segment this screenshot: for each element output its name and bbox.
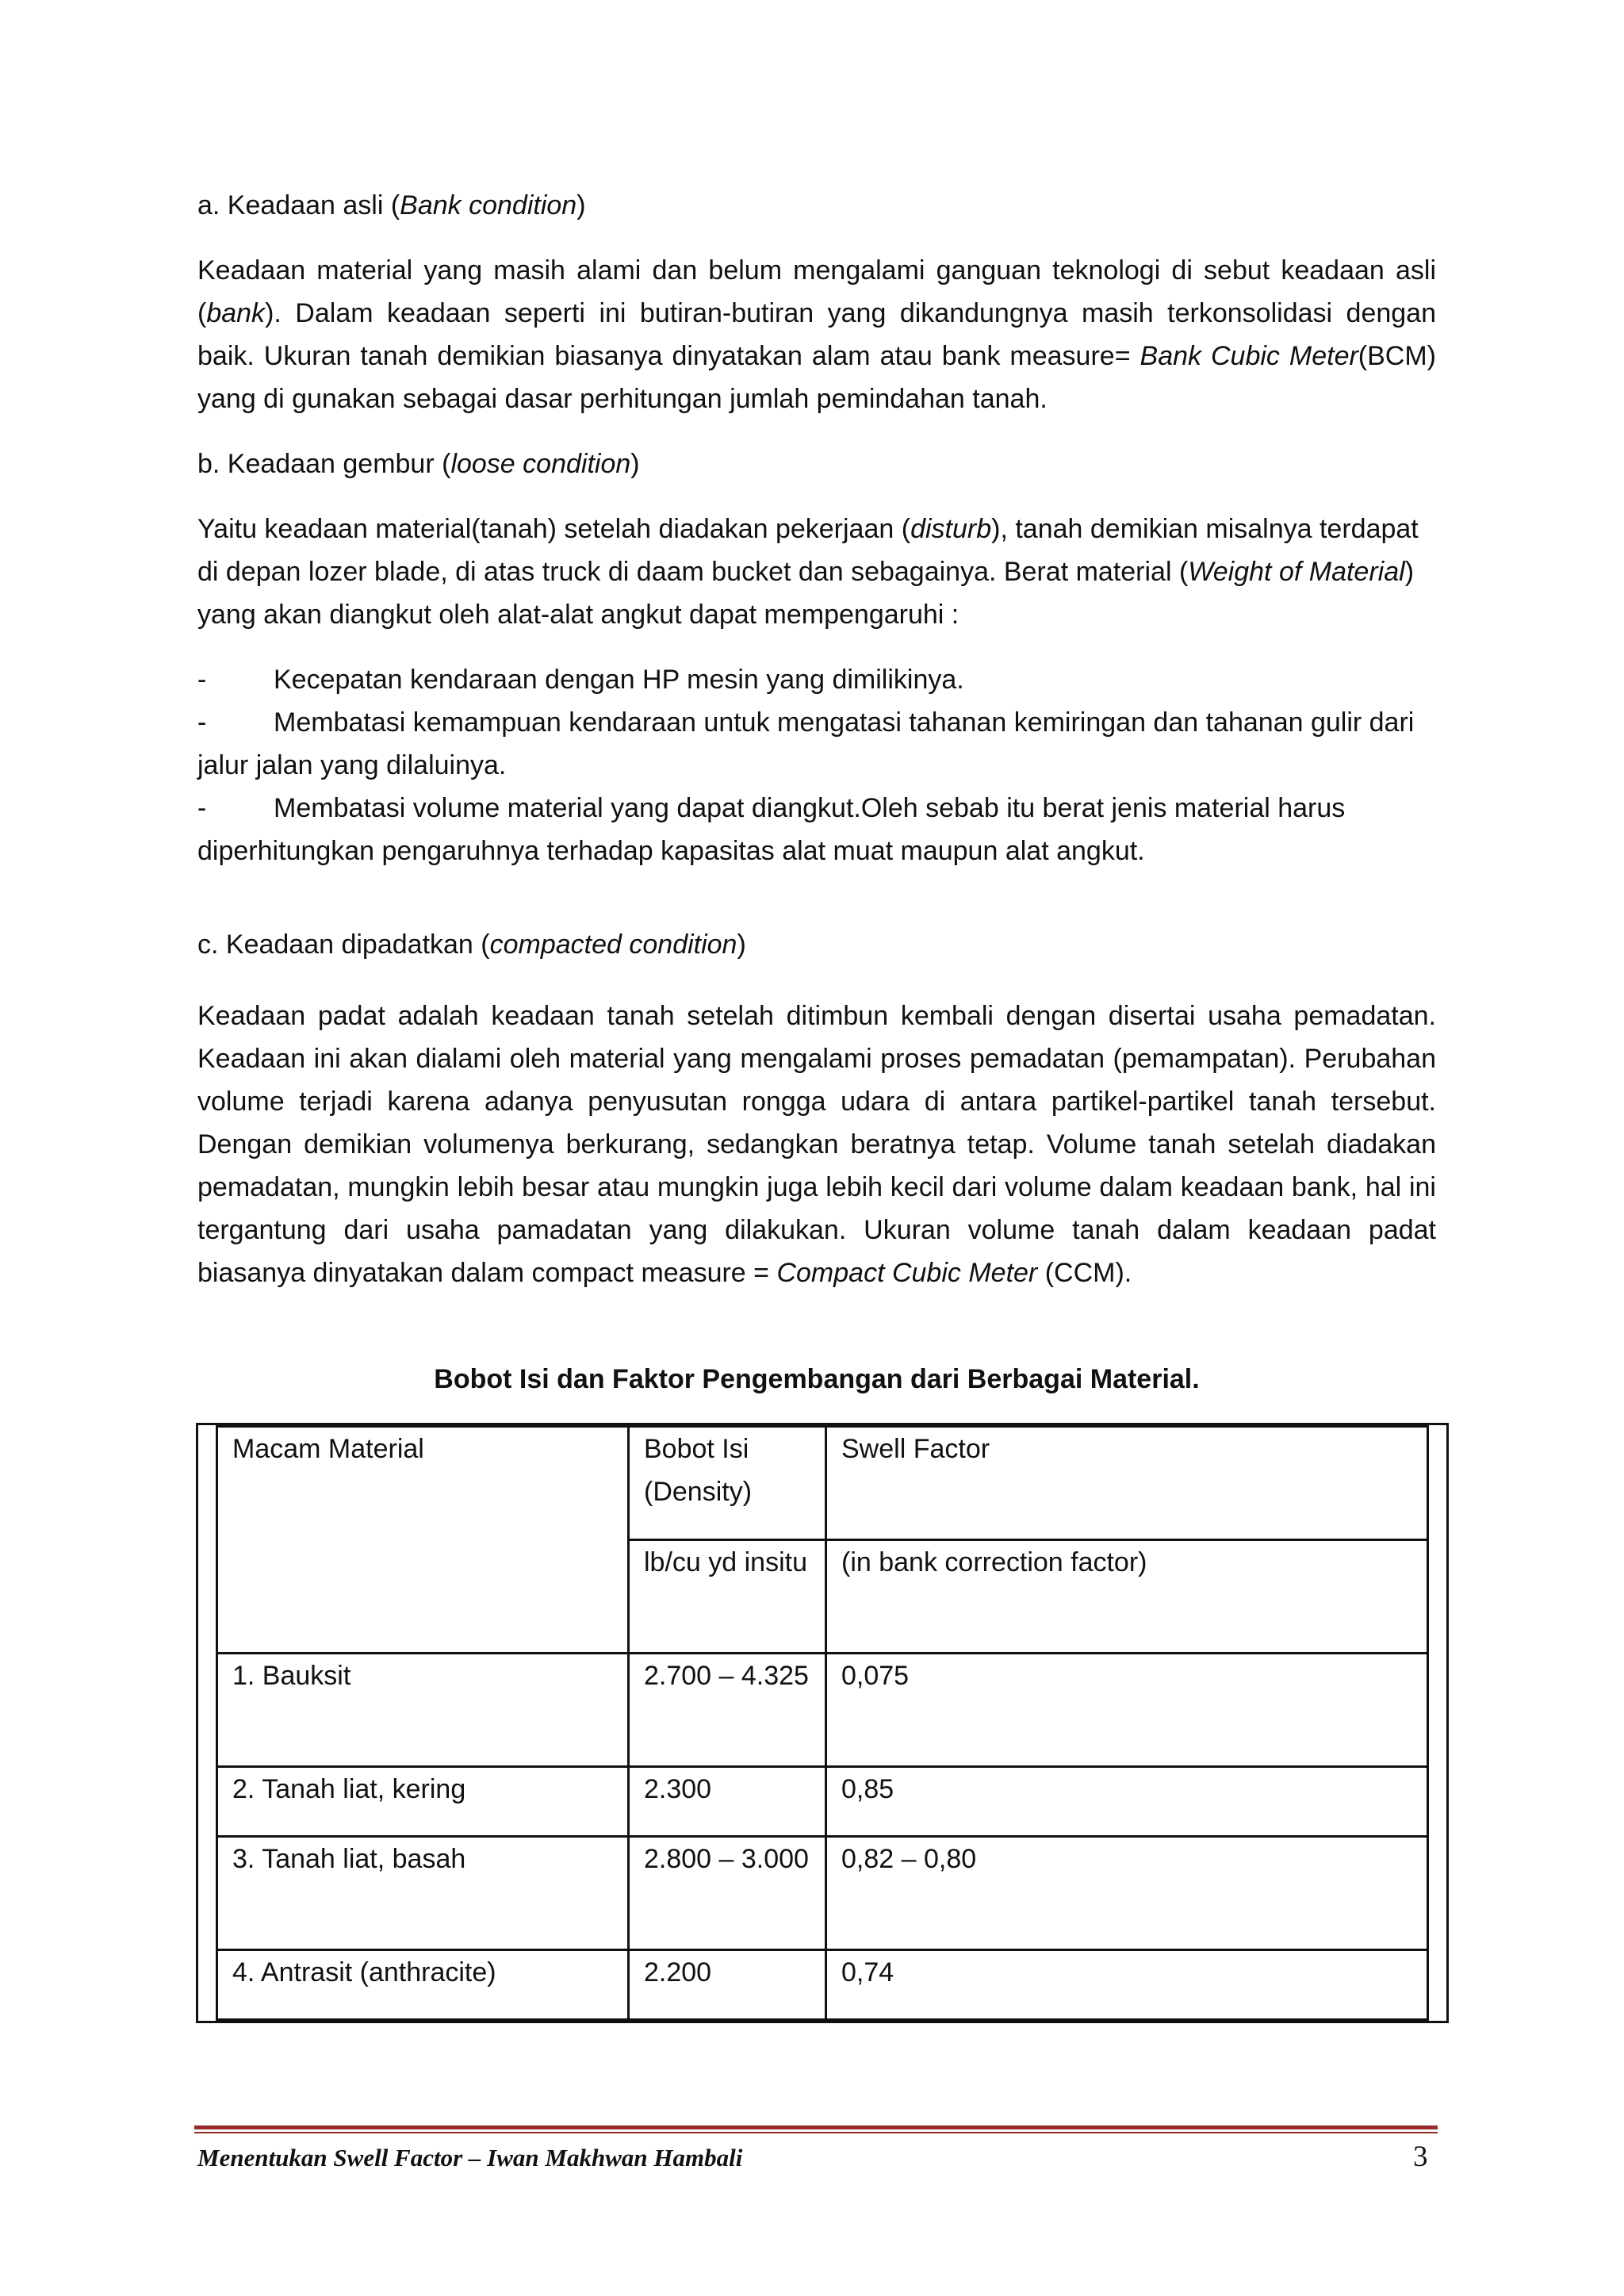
cell-swell: 0,85	[826, 1767, 1428, 1837]
spacer	[197, 895, 1436, 923]
cell-material: 2. Tanah liat, kering	[217, 1767, 629, 1837]
header-material: Macam Material	[217, 1427, 629, 1654]
header-density: Bobot Isi (Density)	[629, 1427, 826, 1540]
cell-swell: 0,74	[826, 1950, 1428, 2020]
cell-density: 2.700 – 4.325	[629, 1654, 826, 1767]
section-b-bullet-list	[197, 658, 1436, 872]
page-body	[197, 184, 1436, 2023]
table-row	[217, 1837, 1428, 1950]
section-b-paragraph: Yaitu keadaan material(tanah) setelah diadakan pekerjaan (disturb), tanah demikian misalnya terdapat di depan lozer blade, di atas truck di daam bucket dan sebagainya. Berat material (Weight of Material) yang akan diangkut oleh alat-alat angkut dapat mempengaruhi :	[197, 514, 1419, 630]
section-b-heading: b. Keadaan gembur (loose condition)	[197, 449, 640, 479]
table-caption: Bobot Isi dan Faktor Pengembangan dari Berbagai Material.	[434, 1364, 1200, 1394]
section-c-heading: c. Keadaan dipadatkan (compacted condition)	[197, 930, 746, 960]
page-number: 3	[1413, 2141, 1428, 2173]
cell-swell: 0,075	[826, 1654, 1428, 1767]
cell-density: 2.300	[629, 1767, 826, 1837]
table-header-row	[217, 1427, 1428, 1540]
footer-rule	[194, 2125, 1438, 2133]
cell-material: 1. Bauksit	[217, 1654, 629, 1767]
cell-swell: 0,82 – 0,80	[826, 1837, 1428, 1950]
footer-title: Menentukan Swell Factor – Iwan Makhwan Hambali	[197, 2144, 743, 2171]
table-row	[217, 1767, 1428, 1837]
cell-density: 2.800 – 3.000	[629, 1837, 826, 1950]
list-item: - Membatasi kemampuan kendaraan untuk mengatasi tahanan kemiringan dan tahanan gulir dari jalur jalan yang dilaluinya.	[197, 707, 1415, 780]
material-table-frame	[196, 1423, 1449, 2023]
footer-rule-thin	[194, 2132, 1438, 2133]
material-table	[216, 1425, 1429, 2021]
table-row	[217, 1950, 1428, 2020]
section-a-paragraph: Keadaan material yang masih alami dan belum mengalami ganguan teknologi di sebut keadaan asli (bank). Dalam keadaan seperti ini butiran-butiran yang dikandungnya masih terkonsolidasi dengan baik. Ukuran tanah demikian biasanya dinyatakan alam atau bank measure= Bank Cubic Meter(BCM) yang di gunakan sebagai dasar perhitungan jumlah pemindahan tanah.	[197, 255, 1436, 414]
cell-density: 2.200	[629, 1950, 826, 2020]
footer-rule-thick	[194, 2125, 1438, 2129]
header-swell-factor: Swell Factor	[826, 1427, 1428, 1540]
header-swell-unit: (in bank correction factor)	[826, 1540, 1428, 1654]
header-density-unit: lb/cu yd insitu	[629, 1540, 826, 1654]
cell-material: 4. Antrasit (anthracite)	[217, 1950, 629, 2020]
list-item: - Membatasi volume material yang dapat diangkut.Oleh sebab itu berat jenis material harus diperhitungkan pengaruhnya terhadap kapasitas alat muat maupun alat angkut.	[197, 793, 1346, 866]
list-item: - Kecepatan kendaraan dengan HP mesin yang dimilikinya.	[197, 665, 964, 695]
section-a-heading: a. Keadaan asli (Bank condition)	[197, 190, 586, 220]
section-c-paragraph: Keadaan padat adalah keadaan tanah setelah ditimbun kembali dengan disertai usaha pemadatan. Keadaan ini akan dialami oleh material yang mengalami proses pemadatan (pemampatan). Perubahan volume terjadi karena adanya penyusutan rongga udara di antara partikel-partikel tanah tersebut. Dengan demikian volumenya berkurang, sedangkan beratnya tetap. Volume tanah setelah diadakan pemadatan, mungkin lebih besar atau mungkin juga lebih kecil dari volume dalam keadaan bank, hal ini tergantung dari usaha pamadatan yang dilakukan. Ukuran volume tanah dalam keadaan padat biasanya dinyatakan dalam compact measure = Compact Cubic Meter (CCM).	[197, 1001, 1436, 1288]
cell-material: 3. Tanah liat, basah	[217, 1837, 629, 1950]
table-row	[217, 1654, 1428, 1767]
